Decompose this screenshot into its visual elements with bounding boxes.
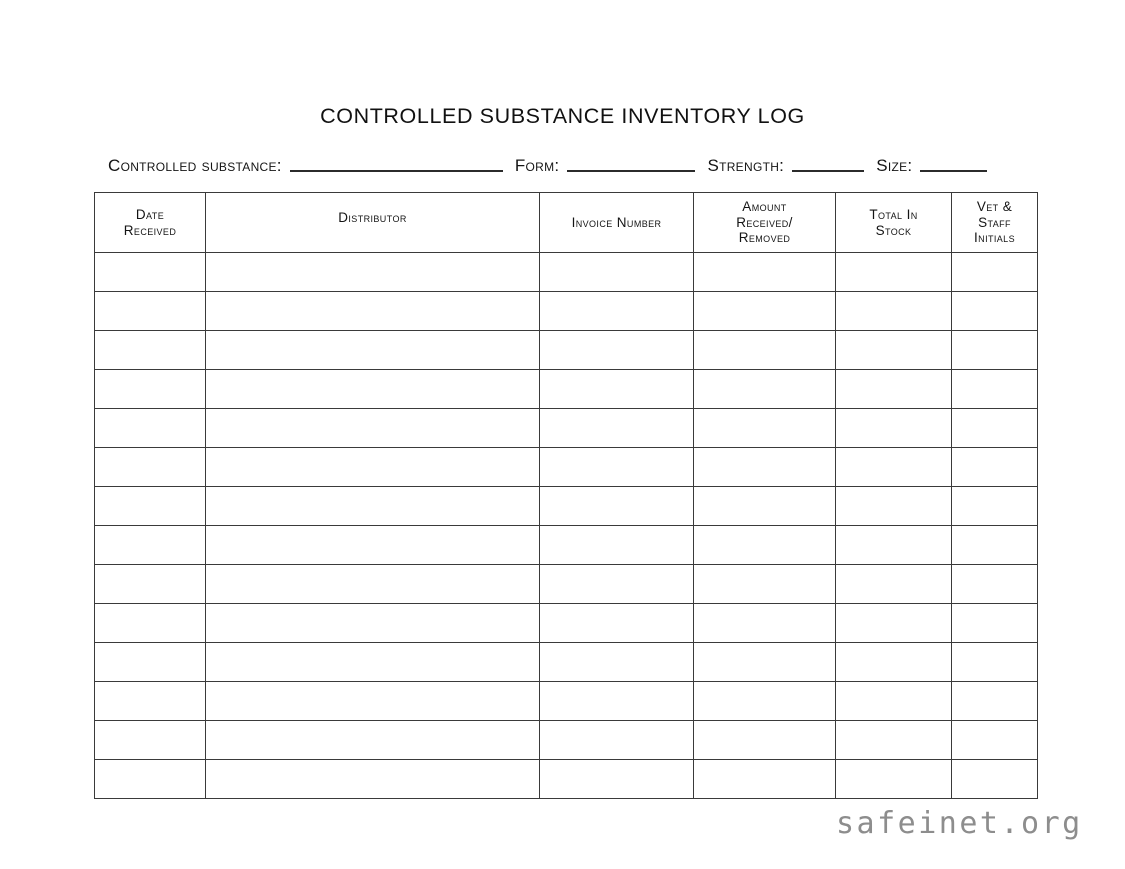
- cell-vet_staff_initials[interactable]: [952, 565, 1038, 604]
- cell-amount_received_removed[interactable]: [694, 565, 836, 604]
- cell-invoice_number[interactable]: [540, 643, 694, 682]
- cell-date_received[interactable]: [95, 292, 206, 331]
- column-header-vet-staff-initials: [952, 193, 1038, 253]
- cell-total_in_stock[interactable]: [836, 292, 952, 331]
- cell-amount_received_removed[interactable]: [694, 409, 836, 448]
- watermark: safeinet.org: [836, 806, 1083, 841]
- cell-amount_received_removed[interactable]: [694, 643, 836, 682]
- cell-total_in_stock[interactable]: [836, 331, 952, 370]
- form-label: Form:: [514, 156, 560, 175]
- cell-distributor[interactable]: [206, 331, 540, 370]
- cell-distributor[interactable]: [206, 604, 540, 643]
- strength-label: Strength:: [707, 156, 785, 175]
- table-header-row: [95, 193, 1038, 253]
- cell-total_in_stock[interactable]: [836, 682, 952, 721]
- cell-date_received[interactable]: [95, 370, 206, 409]
- cell-amount_received_removed[interactable]: [694, 487, 836, 526]
- table-row: [95, 370, 1038, 409]
- table-row: [95, 565, 1038, 604]
- cell-date_received[interactable]: [95, 604, 206, 643]
- cell-vet_staff_initials[interactable]: [952, 643, 1038, 682]
- cell-invoice_number[interactable]: [540, 409, 694, 448]
- form-field[interactable]: [567, 155, 695, 172]
- column-header-total-in-stock: [836, 193, 952, 253]
- cell-amount_received_removed[interactable]: [694, 604, 836, 643]
- cell-amount_received_removed[interactable]: [694, 760, 836, 799]
- table-row: [95, 448, 1038, 487]
- page-title: CONTROLLED SUBSTANCE INVENTORY LOG: [320, 104, 805, 128]
- column-header-date-received: [95, 193, 206, 253]
- cell-distributor[interactable]: [206, 448, 540, 487]
- cell-total_in_stock[interactable]: [836, 721, 952, 760]
- table-row: [95, 253, 1038, 292]
- column-header-amount-received-removed: [694, 193, 836, 253]
- header-line: Distributor: [338, 209, 407, 225]
- cell-date_received[interactable]: [95, 487, 206, 526]
- table-row: [95, 331, 1038, 370]
- cell-total_in_stock[interactable]: [836, 487, 952, 526]
- cell-total_in_stock[interactable]: [836, 565, 952, 604]
- cell-vet_staff_initials[interactable]: [952, 370, 1038, 409]
- cell-vet_staff_initials[interactable]: [952, 409, 1038, 448]
- header-line: Received/: [736, 214, 793, 230]
- cell-vet_staff_initials[interactable]: [952, 682, 1038, 721]
- cell-total_in_stock[interactable]: [836, 409, 952, 448]
- header-line: Removed: [738, 230, 791, 246]
- cell-total_in_stock[interactable]: [836, 760, 952, 799]
- cell-date_received[interactable]: [95, 721, 206, 760]
- cell-vet_staff_initials[interactable]: [952, 448, 1038, 487]
- cell-invoice_number[interactable]: [540, 721, 694, 760]
- cell-total_in_stock[interactable]: [836, 370, 952, 409]
- table-row: [95, 721, 1038, 760]
- cell-date_received[interactable]: [95, 760, 206, 799]
- cell-invoice_number[interactable]: [540, 526, 694, 565]
- header-line: Total In: [869, 206, 918, 222]
- header-line: Vet &: [976, 198, 1013, 214]
- cell-date_received[interactable]: [95, 643, 206, 682]
- table-row: [95, 643, 1038, 682]
- controlled-substance-label: Controlled substance:: [108, 156, 282, 175]
- header-line: Stock: [875, 222, 912, 238]
- cell-vet_staff_initials[interactable]: [952, 487, 1038, 526]
- cell-distributor[interactable]: [206, 409, 540, 448]
- cell-distributor[interactable]: [206, 292, 540, 331]
- cell-date_received[interactable]: [95, 526, 206, 565]
- cell-invoice_number[interactable]: [540, 604, 694, 643]
- cell-invoice_number[interactable]: [540, 292, 694, 331]
- table-row: [95, 292, 1038, 331]
- cell-amount_received_removed[interactable]: [694, 331, 836, 370]
- cell-distributor[interactable]: [206, 370, 540, 409]
- cell-date_received[interactable]: [95, 409, 206, 448]
- cell-amount_received_removed[interactable]: [694, 448, 836, 487]
- cell-distributor[interactable]: [206, 565, 540, 604]
- cell-date_received[interactable]: [95, 565, 206, 604]
- table-row: [95, 487, 1038, 526]
- cell-amount_received_removed[interactable]: [694, 526, 836, 565]
- strength-field[interactable]: [792, 155, 864, 172]
- inventory-log-table: [94, 192, 1038, 799]
- table-row: [95, 409, 1038, 448]
- cell-date_received[interactable]: [95, 331, 206, 370]
- cell-date_received[interactable]: [95, 682, 206, 721]
- cell-date_received[interactable]: [95, 448, 206, 487]
- cell-invoice_number[interactable]: [540, 682, 694, 721]
- header-line: Invoice Number: [571, 214, 662, 230]
- cell-amount_received_removed[interactable]: [694, 721, 836, 760]
- cell-invoice_number[interactable]: [540, 370, 694, 409]
- column-header-invoice-number: [540, 193, 694, 253]
- table-row: [95, 604, 1038, 643]
- cell-distributor[interactable]: [206, 760, 540, 799]
- cell-total_in_stock[interactable]: [836, 604, 952, 643]
- controlled-substance-field[interactable]: [290, 155, 503, 172]
- table-body: [95, 253, 1038, 799]
- header-line: Initials: [974, 230, 1015, 246]
- cell-invoice_number[interactable]: [540, 760, 694, 799]
- cell-invoice_number[interactable]: [540, 565, 694, 604]
- header-line: Received: [123, 222, 177, 238]
- size-label: Size:: [876, 156, 913, 175]
- size-field[interactable]: [920, 155, 987, 172]
- cell-total_in_stock[interactable]: [836, 253, 952, 292]
- cell-distributor[interactable]: [206, 253, 540, 292]
- cell-invoice_number[interactable]: [540, 253, 694, 292]
- cell-distributor[interactable]: [206, 721, 540, 760]
- cell-amount_received_removed[interactable]: [694, 292, 836, 331]
- cell-amount_received_removed[interactable]: [694, 370, 836, 409]
- table-row: [95, 760, 1038, 799]
- cell-total_in_stock[interactable]: [836, 643, 952, 682]
- cell-invoice_number[interactable]: [540, 448, 694, 487]
- cell-invoice_number[interactable]: [540, 331, 694, 370]
- cell-distributor[interactable]: [206, 682, 540, 721]
- table-header: [95, 193, 1038, 253]
- cell-total_in_stock[interactable]: [836, 526, 952, 565]
- cell-total_in_stock[interactable]: [836, 448, 952, 487]
- cell-vet_staff_initials[interactable]: [952, 604, 1038, 643]
- cell-amount_received_removed[interactable]: [694, 682, 836, 721]
- table-row: [95, 682, 1038, 721]
- cell-vet_staff_initials[interactable]: [952, 721, 1038, 760]
- cell-distributor[interactable]: [206, 526, 540, 565]
- cell-vet_staff_initials[interactable]: [952, 331, 1038, 370]
- cell-amount_received_removed[interactable]: [694, 253, 836, 292]
- cell-vet_staff_initials[interactable]: [952, 253, 1038, 292]
- cell-distributor[interactable]: [206, 487, 540, 526]
- header-line: Amount: [742, 198, 787, 214]
- cell-vet_staff_initials[interactable]: [952, 292, 1038, 331]
- header-line: Staff: [978, 214, 1011, 230]
- cell-distributor[interactable]: [206, 643, 540, 682]
- cell-invoice_number[interactable]: [540, 487, 694, 526]
- cell-vet_staff_initials[interactable]: [952, 526, 1038, 565]
- table-row: [95, 526, 1038, 565]
- header-fields: [108, 150, 1028, 174]
- column-header-distributor: [206, 193, 540, 253]
- cell-vet_staff_initials[interactable]: [952, 760, 1038, 799]
- cell-date_received[interactable]: [95, 253, 206, 292]
- header-line: Date: [135, 206, 165, 222]
